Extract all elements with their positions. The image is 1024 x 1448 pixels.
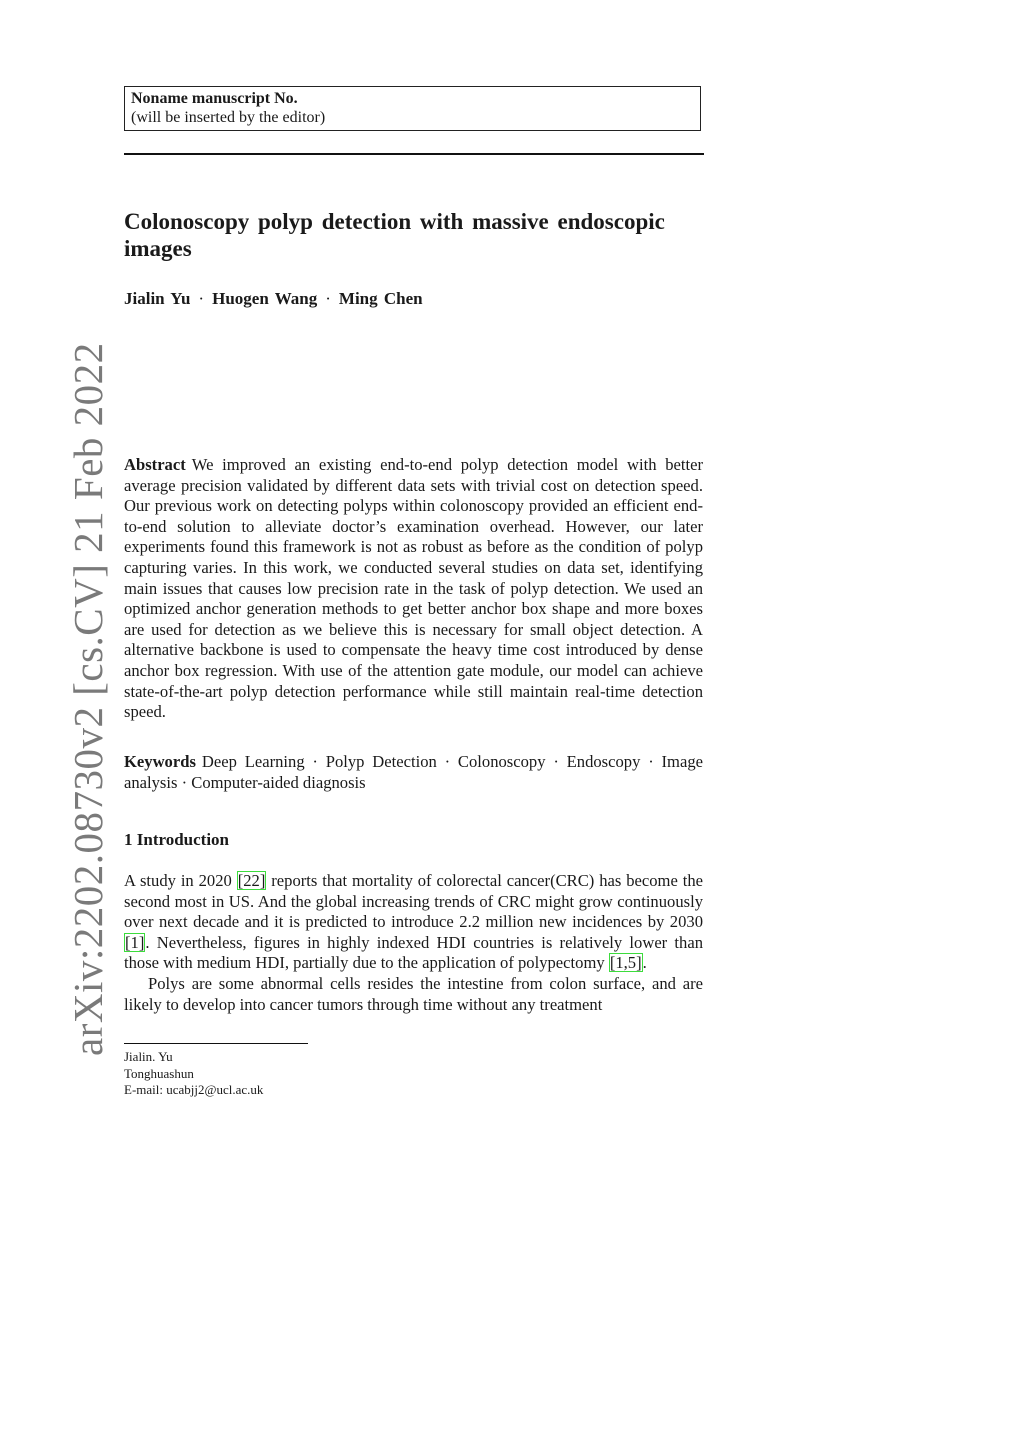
- author-separator: ·: [325, 289, 331, 308]
- keywords-label: Keywords: [124, 752, 196, 771]
- footnote-rule: [124, 1043, 308, 1044]
- footnote-email: E-mail: ucabjj2@ucl.ac.uk: [124, 1082, 264, 1097]
- citation-link[interactable]: [22]: [237, 871, 266, 890]
- paragraph-text: reports that mortality of colorectal cancer(CRC) has become the second most in US. And the global increasing trends of CRC might grow continuously over next decade and it is predicted to introduce 2.2 million new incidences by 2030: [124, 871, 704, 932]
- manuscript-number: Noname manuscript No.: [131, 90, 298, 107]
- keywords-text: Deep Learning · Polyp Detection · Colonoscopy · Endoscopy · Image analysis · Computer-aided diagnosis: [124, 752, 703, 792]
- section-heading-introduction: 1 Introduction: [124, 830, 230, 849]
- paragraph: [124, 871, 703, 974]
- author: Huogen Wang: [212, 289, 318, 308]
- author-separator: ·: [198, 289, 205, 308]
- abstract-label: Abstract: [124, 455, 186, 474]
- abstract: [124, 455, 703, 723]
- author: Jialin Yu: [124, 289, 191, 308]
- keywords: [124, 752, 703, 793]
- manuscript-note: (will be inserted by the editor): [131, 109, 326, 126]
- paragraph-text: A study in 2020: [124, 871, 237, 890]
- arxiv-stamp: arXiv:2202.08730v2 [cs.CV] 21 Feb 2022: [65, 342, 111, 1056]
- manuscript-box: [124, 86, 701, 131]
- paragraph-text: . Nevertheless, figures in highly indexed HDI countries is relatively lower than those with medium HDI, partially due to the application of polypectomy: [124, 932, 703, 973]
- citation-link[interactable]: [1]: [125, 932, 145, 952]
- abstract-text: We improved an existing end-to-end polyp detection model with better average precision validated by different data sets with trivial cost on detection speed. Our previous work on detecting polyps within colonoscopy provided an efficient end-to-end solution to alleviate doctor’s examination overhead. However, our later experiments found this framework is not as robust as before as the condition of polyp capturing varies. In this work, we conducted several studies on data set, identifying main issues that causes low precision rate in the task of polyp detection. We used an optimized anchor generation methods to get better anchor box shape and more boxes are used for detection as we believe this is necessary for small object detection. A alternative backbone is used to compensate the heavy time cost introduced by dense anchor box regression. With use of the attention gate module, our model can achieve state-of-the-art polyp detection performance while still maintain real-time detection speed.: [124, 455, 703, 722]
- paragraph: Polys are some abnormal cells resides the intestine from colon surface, and are likely to develop into cancer tumors through time without any treatment: [124, 973, 703, 1014]
- footnote-name: Jialin. Yu: [124, 1049, 173, 1064]
- paragraph-text: .: [642, 953, 647, 973]
- footnote-affiliation: Tonghuashun: [124, 1065, 194, 1081]
- footnote: [124, 1049, 263, 1099]
- introduction-body: [124, 871, 703, 1015]
- header-rule: [124, 153, 704, 155]
- paper-title: Colonoscopy polyp detection with massive endoscopic images: [124, 209, 665, 261]
- author: Ming Chen: [338, 289, 423, 308]
- citation-link[interactable]: [1,5]: [609, 953, 642, 973]
- author-list: [124, 289, 423, 309]
